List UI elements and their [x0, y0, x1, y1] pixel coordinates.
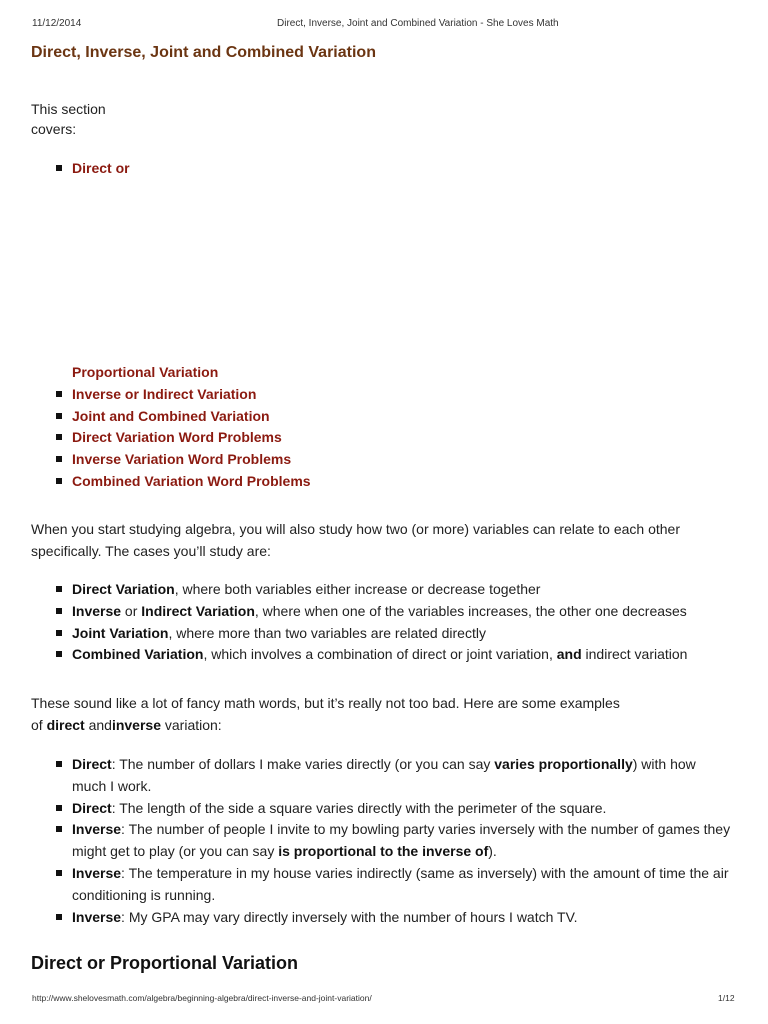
- para2-line-1: These sound like a lot of fancy math words, but it’s really not too bad. Here are some examples: [31, 695, 620, 711]
- article-title: Direct, Inverse, Joint and Combined Variation: [31, 44, 376, 61]
- print-footer-url: http://www.shelovesmath.com/algebra/beginning-algebra/direct-inverse-and-joint-variation/: [32, 993, 372, 1003]
- print-header-date: 11/12/2014: [32, 18, 82, 29]
- toc-link-inverse[interactable]: Inverse or Indirect Variation: [72, 384, 311, 406]
- intro-line-2: covers:: [31, 121, 77, 137]
- case-joint: Joint Variation, where more than two variables are related directly: [72, 623, 732, 645]
- intro-text: [31, 99, 151, 139]
- example-item: Inverse: The temperature in my house varies indirectly (same as inversely) with the amount of time the air conditioning is running.: [72, 863, 732, 907]
- section-heading: Direct or Proportional Variation: [31, 953, 299, 973]
- para1-line-1: When you start studying algebra, you will also study how two (or more) variables can relate to each other: [31, 521, 680, 537]
- example-item: Direct: The number of dollars I make varies directly (or you can say varies proportionally) with how much I work.: [72, 754, 732, 798]
- toc-link-joint[interactable]: Joint and Combined Variation: [72, 406, 311, 428]
- examples-intro-paragraph: These sound like a lot of fancy math words, but it’s really not too bad. Here are some examples of direct andinverse variation:: [31, 695, 620, 733]
- para1-line-2: specifically. The cases you’ll study are:: [31, 542, 271, 559]
- case-direct: Direct Variation, where both variables either increase or decrease together: [72, 579, 732, 601]
- toc-link-inverse-word-problems[interactable]: Inverse Variation Word Problems: [72, 449, 311, 471]
- case-combined: Combined Variation, which involves a combination of direct or joint variation, and indirect variation: [72, 644, 732, 666]
- case-inverse: Inverse or Indirect Variation, where when one of the variables increases, the other one decreases: [72, 601, 732, 623]
- variation-cases-list: [72, 579, 732, 666]
- example-item: Inverse: My GPA may vary directly inversely with the number of hours I watch TV.: [72, 907, 732, 929]
- toc-link-direct-word-problems[interactable]: Direct Variation Word Problems: [72, 427, 311, 449]
- print-footer-page: 1/12: [718, 993, 735, 1003]
- toc-list-part-2: [72, 362, 311, 493]
- print-header-title: Direct, Inverse, Joint and Combined Variation - She Loves Math: [277, 18, 559, 29]
- example-item: Inverse: The number of people I invite to my bowling party varies inversely with the number of games they might get to play (or you can say is proportional to the inverse of).: [72, 819, 732, 863]
- examples-list: [72, 754, 732, 928]
- toc-link-direct-cont[interactable]: Proportional Variation: [72, 364, 219, 380]
- toc-link-direct[interactable]: Direct or: [72, 158, 130, 180]
- toc-list-part-1: [72, 158, 130, 180]
- intro-paragraph: [31, 519, 680, 563]
- example-item: Direct: The length of the side a square varies directly with the perimeter of the square.: [72, 798, 732, 820]
- toc-link-combined-word-problems[interactable]: Combined Variation Word Problems: [72, 471, 311, 493]
- intro-line-1: This section: [31, 101, 106, 117]
